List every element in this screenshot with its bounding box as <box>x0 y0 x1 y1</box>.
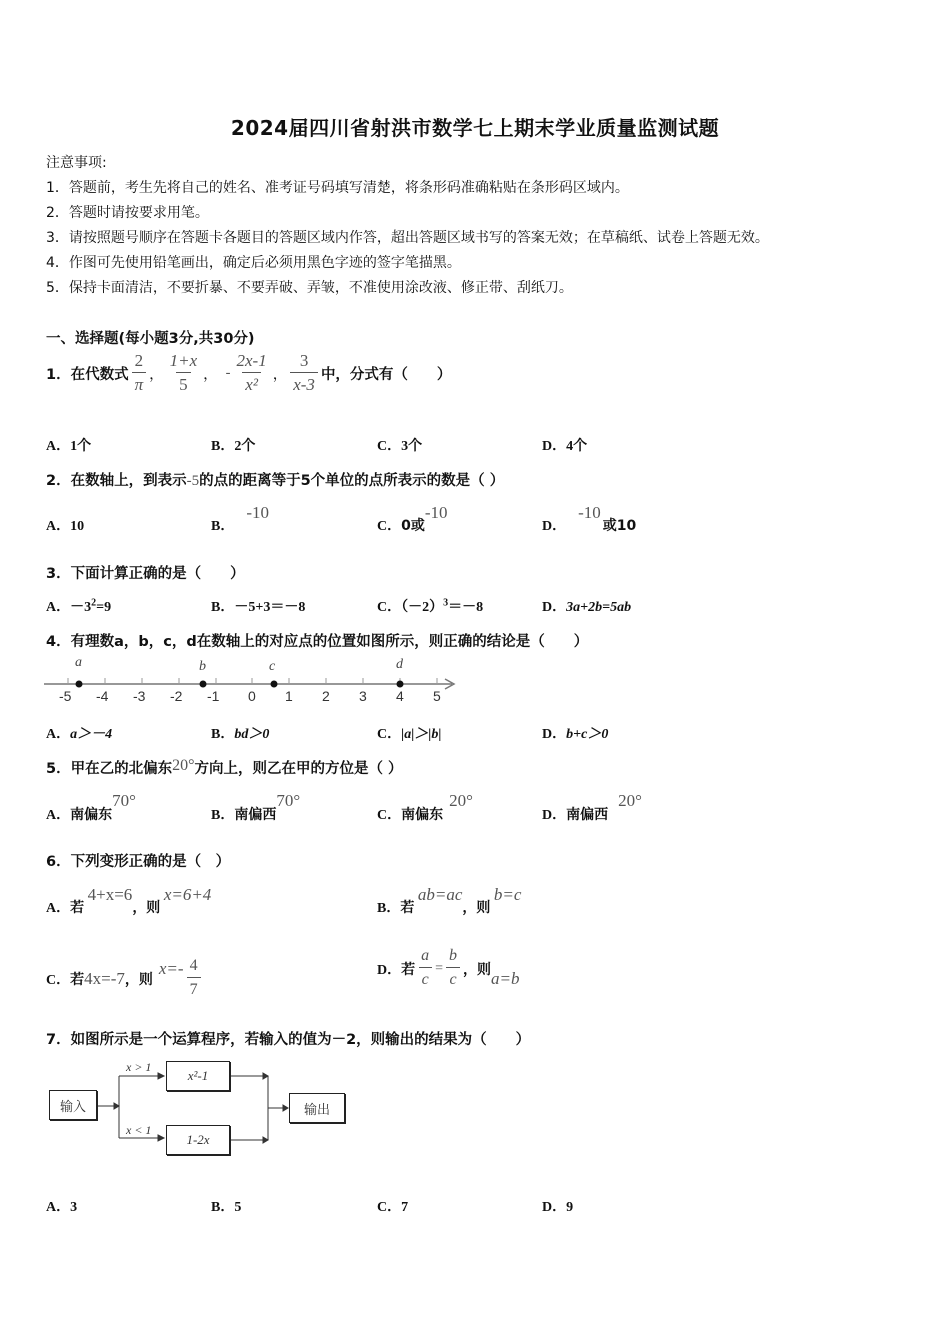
fraction: $\frac{3}{x-3}$ <box>290 350 318 397</box>
point-label: a <box>75 655 82 670</box>
option-d[interactable]: D．3a+2b=5ab <box>542 600 632 615</box>
option-d[interactable]: D．4个 <box>542 439 588 454</box>
option-a[interactable]: A．a＞－4 <box>46 727 113 742</box>
point-label: b <box>199 659 206 674</box>
option-d[interactable]: D．南偏西20° <box>542 791 642 823</box>
option-d[interactable]: D．9 <box>542 1200 574 1215</box>
note-item: 3．请按照题号顺序在答题卡各题目的答题区域内作答，超出答题区域书写的答案无效；在草稿纸、试卷上答题无效。 <box>46 230 769 246</box>
op-box-top: x²-1 <box>166 1061 230 1091</box>
input-box: 输入 <box>49 1090 97 1120</box>
option-d[interactable]: D．-10或10 <box>542 503 637 534</box>
option-b[interactable]: B．bd＞0 <box>211 727 270 742</box>
point-a <box>76 681 83 688</box>
option-b[interactable]: B．-10 <box>211 503 270 534</box>
number-line-figure: a b c d -5 -4 -3 -2 -1 0 1 2 3 4 5 <box>42 655 462 705</box>
condition-bottom: x < 1 <box>126 1123 152 1137</box>
option-b[interactable]: B．南偏西70° <box>211 791 301 823</box>
point-label: c <box>269 659 276 674</box>
fraction: $\frac{2}{\pi}$ <box>132 350 147 397</box>
option-c[interactable]: C．0或-10 <box>377 503 448 534</box>
option-a[interactable]: A．$-3^2=9$ <box>46 597 112 615</box>
option-a[interactable]: A．若 4+x=6，则 x=6+4 <box>46 885 212 916</box>
question-stem: 1．在代数式 <box>46 367 129 383</box>
option-a[interactable]: A．3 <box>46 1200 78 1215</box>
note-item: 1．答题前，考生先将自己的姓名、准考证号码填写清楚，将条形码准确粘贴在条形码区域内。 <box>46 180 629 196</box>
question-4: 4．有理数a，b，c，d在数轴上的对应点的位置如图所示，则正确的结论是（ ） <box>46 634 589 650</box>
option-c[interactable]: C．|a|＞|b| <box>377 727 442 742</box>
option-a[interactable]: A．10 <box>46 519 85 534</box>
notes-heading: 注意事项: <box>46 155 107 171</box>
point-label: d <box>396 657 403 672</box>
option-b[interactable]: B．5 <box>211 1200 242 1215</box>
option-b[interactable]: B．若 ab=ac，则 b=c <box>377 885 522 916</box>
section-heading: 一、选择题(每小题3分,共30分) <box>46 331 255 347</box>
question-3: 3．下面计算正确的是（ ） <box>46 566 245 582</box>
output-box: 输出 <box>289 1093 345 1123</box>
option-c[interactable]: C．3个 <box>377 439 423 454</box>
question-2: 2．在数轴上，到表示-5的点的距离等于5个单位的点所表示的数是（ ） <box>46 473 505 489</box>
option-c[interactable]: C． 若 4x=-7 ，则 x=- $\frac{4}{7}$ <box>46 955 204 1002</box>
option-b[interactable]: B．2个 <box>211 439 256 454</box>
question-1: 1．在代数式 $\frac{2}{\pi}$ ， $\frac{1+x}{5}$ ， - $\frac{2x-1}{\text{x²}}$ ， $\frac{3}{x-3}$ 中，分式有（ ） <box>46 350 451 397</box>
page-title: 2024届四川省射洪市数学七上期末学业质量监测试题 <box>230 116 720 140</box>
point-b <box>200 681 207 688</box>
option-b[interactable]: B．－5+3＝－8 <box>211 600 306 615</box>
note-item: 2．答题时请按要求用笔。 <box>46 205 209 221</box>
option-c[interactable]: C．7 <box>377 1200 409 1215</box>
note-item: 4．作图可先使用铅笔画出，确定后必须用黑色字迹的签字笔描黑。 <box>46 255 461 271</box>
point-d <box>397 681 404 688</box>
fraction: $\frac{2x-1}{\text{x²}}$ <box>234 350 270 397</box>
point-c <box>271 681 278 688</box>
question-7: 7．如图所示是一个运算程序，若输入的值为－2，则输出的结果为（ ） <box>46 1032 531 1048</box>
option-a[interactable]: A．南偏东70° <box>46 791 136 823</box>
question-stem: 中，分式有（ ） <box>320 367 452 383</box>
condition-top: x > 1 <box>126 1060 152 1074</box>
option-d[interactable]: D．b+c＞0 <box>542 727 609 742</box>
option-d[interactable]: D． 若 $\frac{a}{c}$ = $\frac{b}{c}$ ，则 a=b <box>377 945 520 992</box>
note-item: 5．保持卡面清洁，不要折暴、不要弄破、弄皱，不准使用涂改液、修正带、刮纸刀。 <box>46 280 573 296</box>
question-5: 5．甲在乙的北偏东20°方向上，则乙在甲的方位是（ ） <box>46 757 403 777</box>
op-box-bottom: 1-2x <box>166 1125 230 1155</box>
option-a[interactable]: A．1个 <box>46 439 92 454</box>
question-6: 6．下列变形正确的是（ ） <box>46 854 231 870</box>
flowchart <box>46 1058 356 1158</box>
option-c[interactable]: C．南偏东20° <box>377 791 473 823</box>
fraction: $\frac{1+x}{5}$ <box>167 350 201 397</box>
option-c[interactable]: C．$(-2)^3=-8$ <box>377 597 484 615</box>
